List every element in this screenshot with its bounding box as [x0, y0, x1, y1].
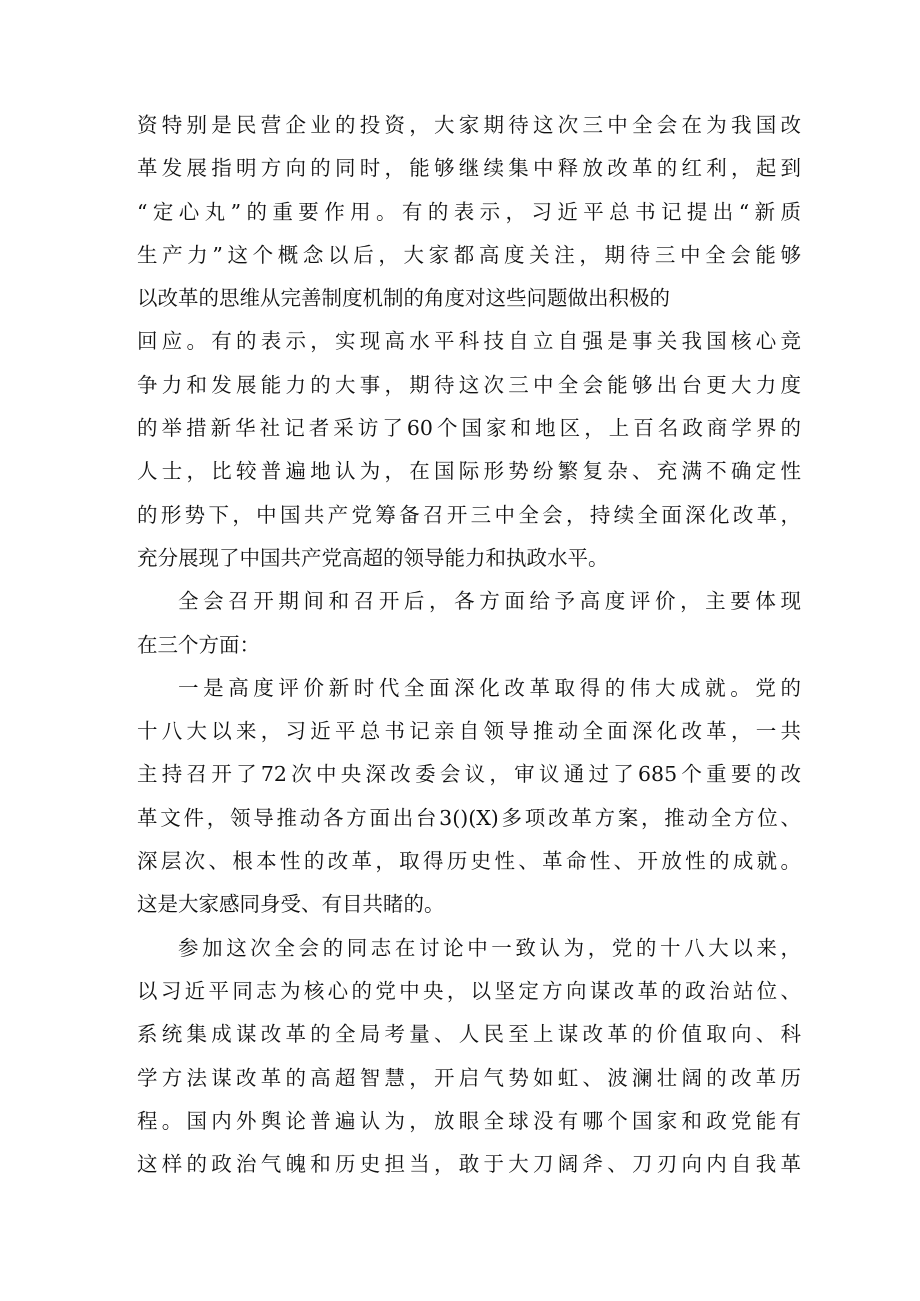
paragraph-1: [137, 104, 801, 580]
text-line: 全会召开期间和召开后，各方面给予高度评价，主要体现: [178, 589, 801, 614]
document-body: [137, 104, 801, 1186]
text-line: 人士，比较普遍地认为，在国际形势纷繁复杂、充满不确定性: [137, 459, 801, 484]
text-line: 一是高度评价新时代全面深化改革取得的伟大成就。党的: [178, 675, 801, 700]
text-line: 革发展指明方向的同时，能够继续集中释放改革的红利，起到: [137, 156, 801, 181]
text-line: 系统集成谋改革的全局考量、人民至上谋改革的价值取向、科: [137, 1022, 801, 1047]
text-line: 回应。有的表示，实现高水平科技自立自强是事关我国核心竞: [137, 329, 801, 354]
text-line: 充分展现了中国共产党高超的领导能力和执政水平。: [137, 545, 609, 570]
text-line: 主持召开了72次中央深改委会议，审议通过了685个重要的改: [137, 762, 801, 787]
text-line: 的形势下，中国共产党筹备召开三中全会，持续全面深化改革，: [137, 502, 801, 527]
text-line: 以改革的思维从完善制度机制的角度对这些问题做出积极的: [137, 286, 670, 311]
text-line: 争力和发展能力的大事，期待这次三中全会能够出台更大力度: [137, 372, 801, 397]
paragraph-4: [137, 927, 801, 1187]
paragraph-3: [137, 667, 801, 927]
text-line: 这样的政治气魄和历史担当，敢于大刀阔斧、刀刃向内自我革: [137, 1152, 801, 1177]
text-line: 的举措新华社记者采访了60个国家和地区，上百名政商学界的: [137, 416, 801, 441]
text-line: 在三个方面：: [137, 632, 260, 657]
text-line: 深层次、根本性的改革，取得历史性、革命性、开放性的成就。: [137, 849, 801, 874]
text-line: 程。国内外舆论普遍认为，放眼全球没有哪个国家和政党能有: [137, 1108, 801, 1133]
text-line: 这是大家感同身受、有目共睹的。: [137, 892, 445, 917]
text-line: “定心丸”的重要作用。有的表示，习近平总书记提出“新质: [137, 199, 801, 224]
text-line: 参加这次全会的同志在讨论中一致认为，党的十八大以来，: [178, 935, 801, 960]
text-line: 革文件，领导推动各方面出台3()(X)多项改革方案，推动全方位、: [137, 805, 801, 830]
paragraph-2: [137, 580, 801, 667]
text-line: 学方法谋改革的高超智慧，开启气势如虹、波澜壮阔的改革历: [137, 1065, 801, 1090]
text-line: 十八大以来，习近平总书记亲自领导推动全面深化改革，一共: [137, 719, 801, 744]
text-line: 以习近平同志为核心的党中央，以坚定方向谋改革的政治站位、: [137, 978, 801, 1003]
text-line: 生产力”这个概念以后，大家都高度关注，期待三中全会能够: [137, 242, 801, 267]
text-line: 资特别是民营企业的投资，大家期待这次三中全会在为我国改: [137, 113, 801, 137]
